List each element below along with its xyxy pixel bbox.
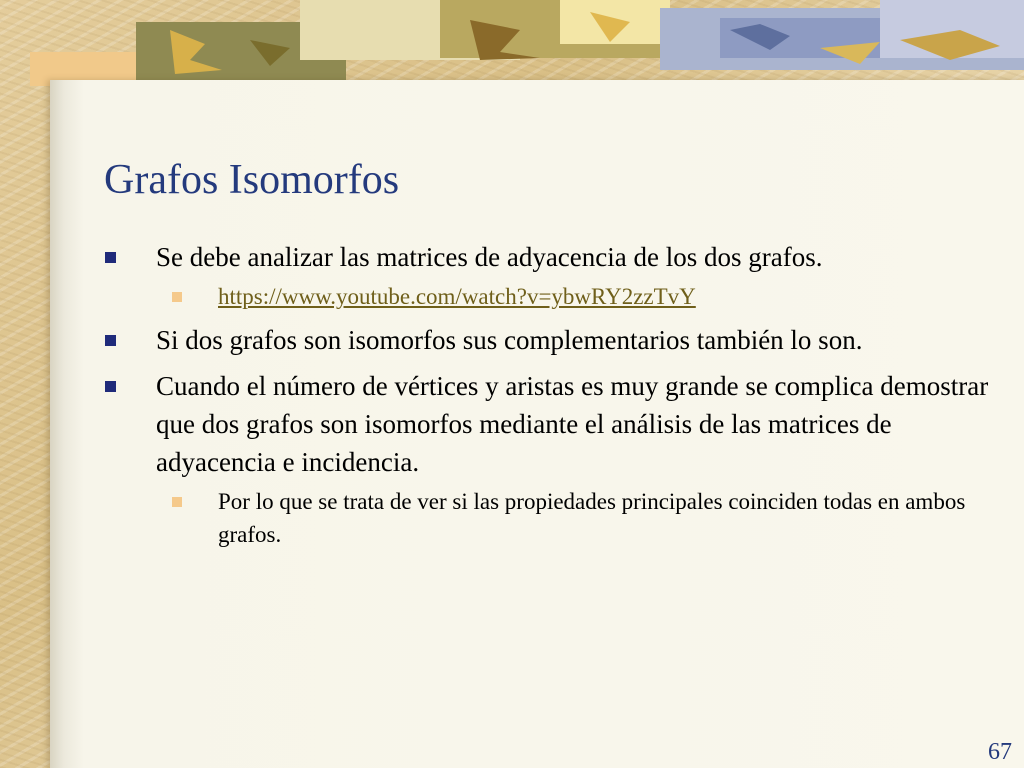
bullet-item (100, 321, 1000, 359)
sub-bullet-item (100, 280, 1000, 313)
page-number: 67 (988, 739, 1012, 765)
square-bullet-icon (105, 252, 116, 263)
sub-bullet-text: Por lo que se trata de ver si las propiedades principales coinciden todas en ambos grafos. (218, 489, 966, 547)
sub-bullet-item (100, 485, 1000, 551)
bullet-text: Cuando el número de vértices y aristas es muy grande se complica demostrar que dos grafos son isomorfos mediante el análisis de las matrices de adyacencia e incidencia. (156, 371, 989, 477)
square-bullet-icon (172, 497, 182, 507)
youtube-link[interactable]: https://www.youtube.com/watch?v=ybwRY2zzTvY (218, 284, 696, 309)
bullet-text: Se debe analizar las matrices de adyacencia de los dos grafos. (156, 242, 823, 272)
bullet-list (100, 238, 1000, 551)
bullet-item (100, 367, 1000, 481)
bullet-item (100, 238, 1000, 276)
bullet-text: Si dos grafos son isomorfos sus complementarios también lo son. (156, 325, 863, 355)
square-bullet-icon (105, 381, 116, 392)
square-bullet-icon (172, 292, 182, 302)
decorative-banner (0, 0, 1024, 90)
square-bullet-icon (105, 335, 116, 346)
slide-title: Grafos Isomorfos (104, 157, 400, 203)
